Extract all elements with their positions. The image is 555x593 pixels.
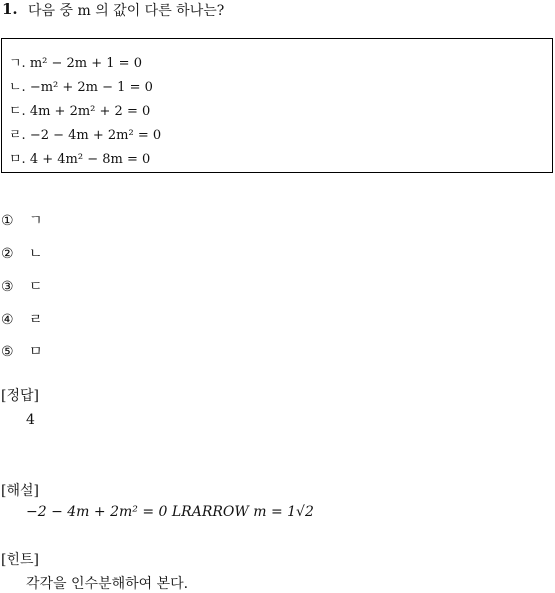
- choice-4[interactable]: [1, 309, 43, 329]
- choice-3-label: ㄷ: [29, 279, 43, 295]
- item-4: ㄹ. −2 − 4m + 2m² = 0: [9, 128, 162, 143]
- choice-2-mark: ②: [1, 246, 14, 262]
- choice-5[interactable]: [1, 341, 43, 361]
- item-1: ㄱ. m² − 2m + 1 = 0: [9, 56, 142, 71]
- choice-4-mark: ④: [1, 312, 14, 328]
- choice-3-mark: ③: [1, 279, 14, 295]
- choice-1-mark: ①: [1, 213, 14, 229]
- explanation-heading: [해설]: [1, 483, 39, 499]
- answer-value: 4: [26, 412, 35, 428]
- choice-3[interactable]: [1, 276, 43, 296]
- hint-text: 각각을 인수분해하여 본다.: [26, 576, 189, 592]
- items-box: [1, 38, 553, 173]
- choice-5-label: ㅁ: [29, 344, 43, 360]
- item-3: ㄷ. 4m + 2m² + 2 = 0: [9, 104, 151, 119]
- choice-1-label: ㄱ: [29, 213, 43, 229]
- question-text: 다음 중 m 의 값이 다른 하나는?: [28, 3, 225, 19]
- item-5: ㅁ. 4 + 4m² − 8m = 0: [9, 152, 151, 167]
- hint-heading: [힌트]: [1, 552, 39, 568]
- question-number: 1.: [2, 0, 18, 18]
- answer-heading: [정답]: [1, 388, 39, 404]
- choice-2[interactable]: [1, 243, 43, 263]
- choice-1[interactable]: [1, 210, 43, 230]
- choice-2-label: ㄴ: [29, 246, 43, 262]
- choice-4-label: ㄹ: [29, 312, 43, 328]
- explanation-text: −2 − 4m + 2m² = 0 LRARROW m = 1√2: [26, 504, 314, 520]
- choice-5-mark: ⑤: [1, 344, 14, 360]
- item-2: ㄴ. −m² + 2m − 1 = 0: [9, 80, 153, 95]
